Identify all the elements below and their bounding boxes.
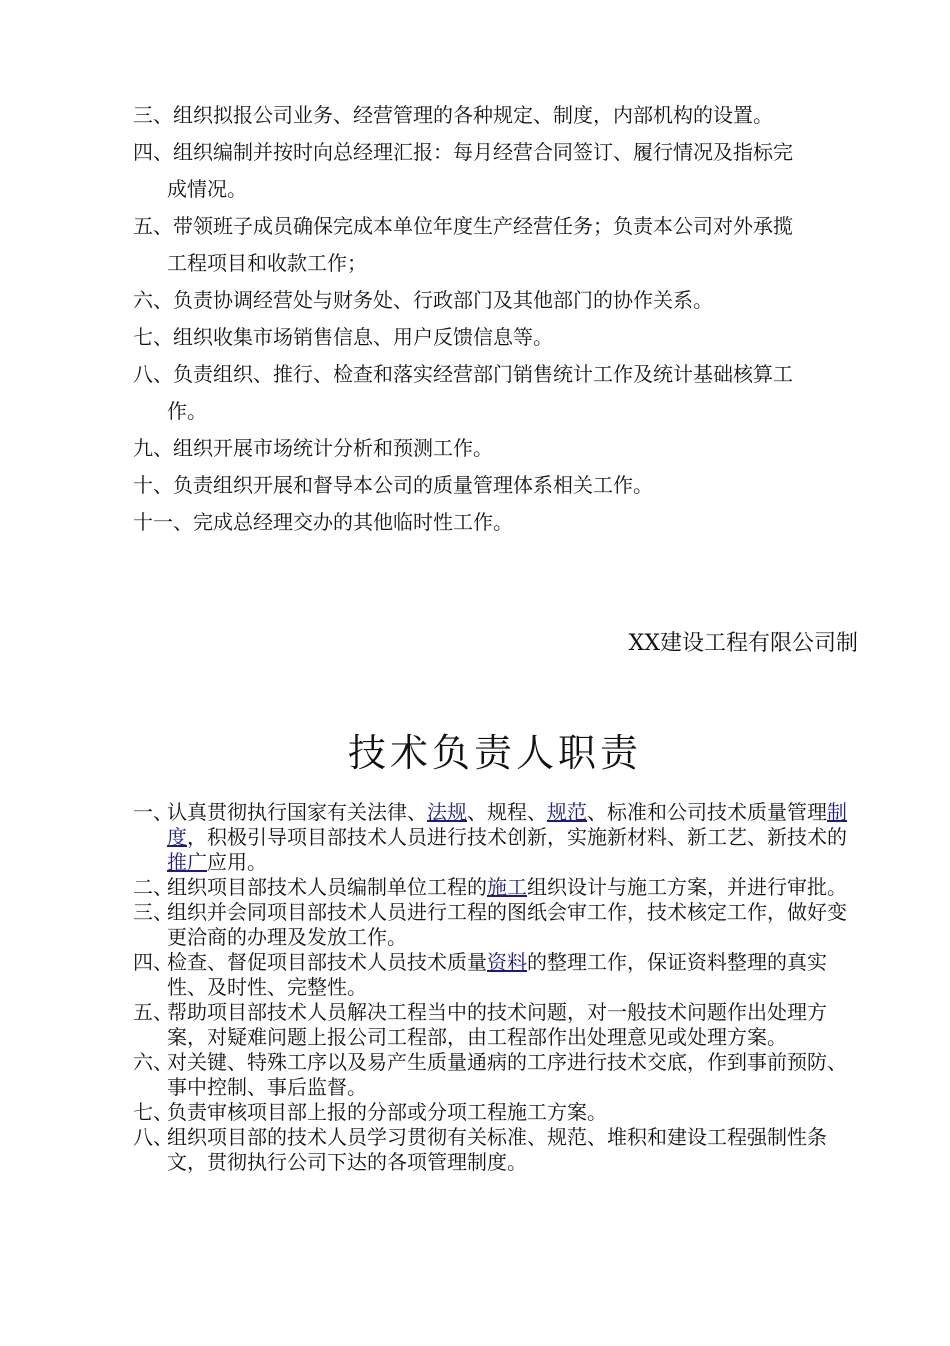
link-system[interactable]: 制度 (167, 800, 847, 849)
item-text: 组织设计与施工方案，并进行审批。 (527, 875, 847, 899)
list-item (133, 97, 860, 134)
item-number: 七、 (133, 325, 173, 349)
item-number: 八、 (133, 1125, 173, 1149)
item-number: 三、 (133, 103, 173, 127)
list-item (133, 1000, 860, 1050)
item-number: 五、 (133, 214, 173, 238)
item-number: 二、 (133, 875, 173, 899)
company-signature: XX建设工程有限公司制 (628, 631, 858, 656)
item-text: 组织拟报公司业务、经营管理的各种规定、制度，内部机构的设置。 (173, 103, 773, 127)
item-text: 认真贯彻执行国家有关法律、 (167, 800, 427, 824)
item-text: 完成总经理交办的其他临时性工作。 (193, 510, 513, 534)
item-text: ，积极引导项目部技术人员进行技术创新，实施新材料、新工艺、新技术的 (187, 825, 847, 849)
link-construction[interactable]: 施工 (487, 875, 527, 899)
item-text: 负责组织、推行、检查和落实经营部门销售统计工作及统计基础核算工 (173, 362, 793, 386)
item-text: 组织项目部技术人员编制单位工程的 (167, 875, 487, 899)
item-text-continued: 工程项目和收款工作； (167, 251, 367, 275)
item-text: 组织收集市场销售信息、用户反馈信息等。 (173, 325, 553, 349)
list-item (133, 467, 860, 504)
list-item (133, 134, 860, 208)
list-item (133, 1100, 860, 1125)
duties-list (133, 800, 860, 1175)
item-number: 三、 (133, 900, 173, 924)
item-text: 应用。 (207, 850, 267, 874)
list-item (133, 950, 860, 1000)
item-text: 带领班子成员确保完成本单位年度生产经营任务；负责本公司对外承揽 (173, 214, 793, 238)
item-text-continued: 成情况。 (167, 177, 247, 201)
item-number: 四、 (133, 950, 173, 974)
list-item (133, 208, 860, 282)
item-number: 一、 (133, 800, 173, 824)
item-number: 五、 (133, 1000, 173, 1024)
item-text: 组织并会同项目部技术人员进行工程的图纸会审工作，技术核定工作，做好变更洽商的办理及发放工作。 (167, 900, 847, 949)
item-number: 八、 (133, 362, 173, 386)
item-text: 对关键、特殊工序以及易产生质量通病的工序进行技术交底，作到事前预防、事中控制、事后监督。 (167, 1050, 847, 1099)
link-promotion[interactable]: 推广 (167, 850, 207, 874)
item-number: 六、 (133, 1050, 173, 1074)
item-text: 、规程、 (467, 800, 547, 824)
list-item (133, 1125, 860, 1175)
item-text: 帮助项目部技术人员解决工程当中的技术问题，对一般技术问题作出处理方案，对疑难问题上报公司工程部，由工程部作出处理意见或处理方案。 (167, 1000, 827, 1049)
item-text: 负责审核项目部上报的分部或分项工程施工方案。 (167, 1100, 607, 1124)
item-number: 九、 (133, 436, 173, 460)
link-regulations[interactable]: 法规 (427, 800, 467, 824)
link-specifications[interactable]: 规范 (547, 800, 587, 824)
list-item (133, 504, 860, 541)
list-item (133, 1050, 860, 1100)
list-item (133, 282, 860, 319)
item-text: 的整理工作，保证资料整理的真实性、及时性、完整性。 (167, 950, 827, 999)
list-item (133, 430, 860, 467)
item-text: 、标准和公司技术质量管理 (587, 800, 827, 824)
item-text-continued: 作。 (167, 399, 207, 423)
list-item (133, 800, 860, 875)
item-text: 负责协调经营处与财务处、行政部门及其他部门的协作关系。 (173, 288, 713, 312)
item-text: 检查、督促项目部技术人员技术质量 (167, 950, 487, 974)
item-text: 组织开展市场统计分析和预测工作。 (173, 436, 493, 460)
link-documents[interactable]: 资料 (487, 950, 527, 974)
item-text: 负责组织开展和督导本公司的质量管理体系相关工作。 (173, 473, 653, 497)
page-title: 技术负责人职责 (347, 731, 642, 775)
item-number: 十一、 (133, 510, 193, 534)
list-item (133, 900, 860, 950)
duties-list-continued (133, 97, 860, 541)
list-item (133, 319, 860, 356)
item-number: 十、 (133, 473, 173, 497)
item-number: 四、 (133, 140, 173, 164)
list-item (133, 356, 860, 430)
item-number: 六、 (133, 288, 173, 312)
item-number: 七、 (133, 1100, 173, 1124)
item-text: 组织编制并按时向总经理汇报：每月经营合同签订、履行情况及指标完 (173, 140, 793, 164)
item-text: 组织项目部的技术人员学习贯彻有关标准、规范、堆积和建设工程强制性条文，贯彻执行公司下达的各项管理制度。 (167, 1125, 827, 1174)
list-item (133, 875, 860, 900)
